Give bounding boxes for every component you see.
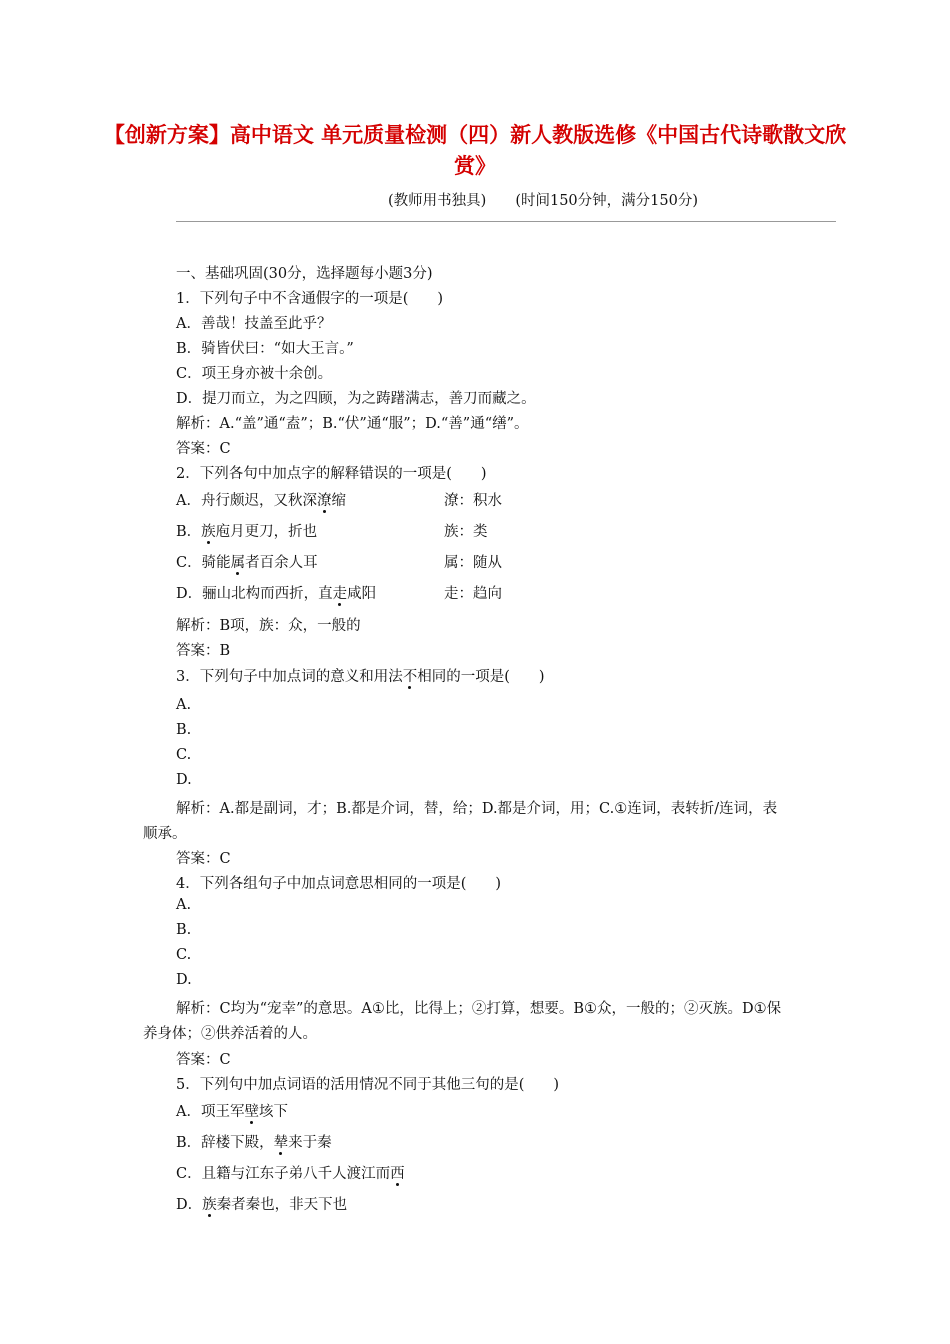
option-text: 缩 xyxy=(331,493,346,509)
question-5-option-a xyxy=(176,1100,288,1121)
question-2-option-c xyxy=(176,551,816,572)
question-4-option-c: C. xyxy=(176,947,192,963)
option-text: 者百余人耳 xyxy=(245,555,318,571)
question-3-stem xyxy=(176,665,545,686)
option-text: A．项王军 xyxy=(176,1104,245,1120)
option-text: D． xyxy=(176,1197,203,1213)
dotted-character: 辇 xyxy=(273,1135,289,1151)
question-4-answer: 答案：C xyxy=(176,1052,231,1068)
question-1-option-a: A．善哉！技盖至此乎？ xyxy=(176,316,332,332)
question-4-option-d: D. xyxy=(176,972,192,988)
section-heading: 一、基础巩固(30分，选择题每小题3分) xyxy=(176,266,433,282)
question-5-stem: 5．下列句中加点词语的活用情况不同于其他三句的是( ) xyxy=(176,1077,560,1093)
question-5-option-b xyxy=(176,1131,332,1152)
dotted-character: 族 xyxy=(202,1197,217,1213)
question-3-answer: 答案：C xyxy=(176,851,231,867)
option-gloss: 走：趋向 xyxy=(444,586,502,602)
question-2-option-a xyxy=(176,489,816,510)
question-2-option-d xyxy=(176,582,816,603)
question-1-analysis: 解析：A.“盖”通“盍”；B.“伏”通“服”；D.“善”通“缮”。 xyxy=(176,416,529,432)
question-3-option-d: D. xyxy=(176,772,192,788)
option-gloss: 族：类 xyxy=(444,524,488,540)
option-text: 庖月更刀，折也 xyxy=(215,524,318,540)
option-gloss: 潦：积水 xyxy=(444,493,502,509)
dotted-character: 族 xyxy=(201,524,216,540)
question-1-option-b: B．骑皆伏曰：“如大王言。” xyxy=(176,341,354,357)
option-text: 秦者秦也，非天下也 xyxy=(216,1197,348,1213)
question-4-option-b: B. xyxy=(176,922,192,938)
dotted-character: 潦 xyxy=(316,493,332,509)
document-title: 【创新方案】高中语文 单元质量检测（四）新人教版选修《中国古代诗歌散文欣赏》 xyxy=(103,123,847,178)
question-5-option-c xyxy=(176,1162,405,1183)
dotted-character: 属 xyxy=(230,555,246,571)
option-text: B． xyxy=(176,524,202,540)
analysis-paragraph: 解析：A.都是副词，才；B.都是介词，替，给；D.都是介词，用；C.①连词，表转折/连词，表顺承。 xyxy=(143,801,778,842)
dotted-character: 不 xyxy=(402,669,418,685)
option-gloss: 属：随从 xyxy=(444,555,502,571)
question-2-stem: 2．下列各句中加点字的解释错误的一项是( ) xyxy=(176,466,487,482)
option-text: 咸阳 xyxy=(347,586,377,602)
question-3-option-a: A. xyxy=(176,697,192,713)
question-1-option-c: C．项王身亦被十余创。 xyxy=(176,366,333,382)
analysis-paragraph: 解析：C均为“宠幸”的意思。A①比，比得上；②打算，想要。B①众，一般的；②灭族。D①保养身体；②供养活着的人。 xyxy=(143,1001,782,1042)
option-text: 垓下 xyxy=(258,1104,288,1120)
dotted-character: 走 xyxy=(332,586,348,602)
stem-text: 相同的一项是( ) xyxy=(417,669,545,685)
question-2-answer: 答案：B xyxy=(176,643,231,659)
option-text: C．骑能 xyxy=(176,555,231,571)
question-3-option-c: C. xyxy=(176,747,192,763)
question-2-analysis: 解析：B项，族：众，一般的 xyxy=(176,618,361,634)
question-1-answer: 答案：C xyxy=(176,441,231,457)
option-text: C．且籍与江东子弟八千人渡江而 xyxy=(176,1166,391,1182)
option-text: 来于秦 xyxy=(288,1135,332,1151)
dotted-character: 西 xyxy=(390,1166,405,1182)
question-1-option-d: D．提刀而立，为之四顾，为之踌躇满志，善刀而藏之。 xyxy=(176,391,536,407)
question-2-option-b xyxy=(176,520,816,541)
option-text: B．辞楼下殿， xyxy=(176,1135,274,1151)
header-divider xyxy=(176,221,836,222)
question-4-option-a: A. xyxy=(176,897,192,913)
question-4-stem: 4．下列各组句子中加点词意思相同的一项是( ) xyxy=(176,876,502,892)
option-text: A．舟行颇迟，又秋深 xyxy=(176,493,317,509)
question-1-stem: 1．下列句子中不含通假字的一项是( ) xyxy=(176,291,444,307)
question-3-option-b: B. xyxy=(176,722,192,738)
document-subtitle: (教师用书独具) (时间150分钟，满分150分) xyxy=(388,193,698,209)
option-text: D．骊山北构而西折，直 xyxy=(176,586,333,602)
question-5-option-d xyxy=(176,1193,347,1214)
stem-text: 3．下列句子中加点词的意义和用法 xyxy=(176,669,403,685)
dotted-character: 壁 xyxy=(244,1104,259,1120)
